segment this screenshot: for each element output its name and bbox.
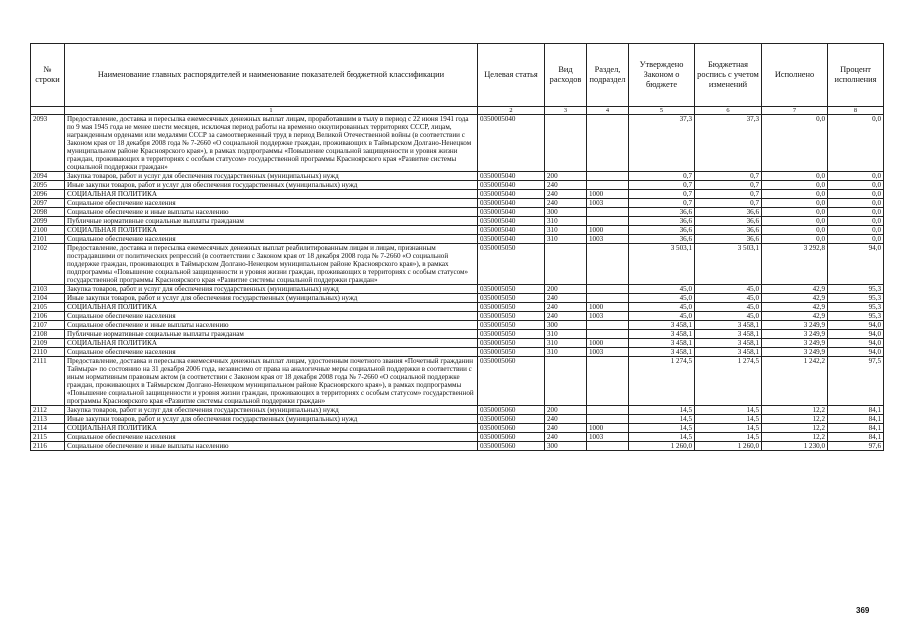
row-section: 1000 (587, 424, 629, 433)
row-target: 0350005060 (478, 433, 545, 442)
row-number: 2106 (31, 312, 65, 321)
row-budget-list: 3 458,1 (695, 339, 762, 348)
row-name: Публичные нормативные социальные выплаты гражданам (65, 330, 478, 339)
row-budget-list: 1 274,5 (695, 357, 762, 406)
row-percent: 95,3 (828, 294, 884, 303)
row-section (587, 217, 629, 226)
row-number: 2111 (31, 357, 65, 406)
row-budget-list: 0,7 (695, 199, 762, 208)
table-row (31, 312, 884, 321)
row-target: 0350005040 (478, 115, 545, 172)
row-vid: 240 (545, 424, 587, 433)
row-approved: 3 458,1 (629, 321, 695, 330)
row-section: 1000 (587, 303, 629, 312)
row-section (587, 406, 629, 415)
row-approved: 45,0 (629, 312, 695, 321)
row-approved: 0,7 (629, 190, 695, 199)
row-vid: 200 (545, 172, 587, 181)
row-section (587, 181, 629, 190)
row-number: 2113 (31, 415, 65, 424)
row-executed: 0,0 (762, 190, 828, 199)
row-budget-list: 0,7 (695, 190, 762, 199)
row-section (587, 442, 629, 451)
row-approved: 1 260,0 (629, 442, 695, 451)
table-row (31, 442, 884, 451)
row-percent: 95,3 (828, 312, 884, 321)
row-executed: 1 242,2 (762, 357, 828, 406)
row-section: 1003 (587, 235, 629, 244)
row-executed: 42,9 (762, 294, 828, 303)
row-approved: 3 458,1 (629, 348, 695, 357)
table-row (31, 235, 884, 244)
row-number: 2101 (31, 235, 65, 244)
row-executed: 12,2 (762, 424, 828, 433)
row-number: 2109 (31, 339, 65, 348)
row-name: СОЦИАЛЬНАЯ ПОЛИТИКА (65, 190, 478, 199)
table-row (31, 190, 884, 199)
row-budget-list: 45,0 (695, 303, 762, 312)
row-section (587, 172, 629, 181)
row-section (587, 294, 629, 303)
row-budget-list: 0,7 (695, 181, 762, 190)
row-vid: 240 (545, 303, 587, 312)
row-target: 0350005050 (478, 244, 545, 285)
row-approved: 36,6 (629, 217, 695, 226)
row-number: 2107 (31, 321, 65, 330)
row-number: 2114 (31, 424, 65, 433)
row-executed: 0,0 (762, 181, 828, 190)
row-budget-list: 45,0 (695, 294, 762, 303)
row-percent: 97,5 (828, 357, 884, 406)
row-target: 0350005050 (478, 321, 545, 330)
row-approved: 36,6 (629, 235, 695, 244)
header-budget-list: Бюджетная роспись с учетом изменений (695, 44, 762, 107)
row-number: 2116 (31, 442, 65, 451)
table-row (31, 294, 884, 303)
row-target: 0350005040 (478, 172, 545, 181)
row-executed: 0,0 (762, 208, 828, 217)
row-target: 0350005060 (478, 424, 545, 433)
row-executed: 0,0 (762, 115, 828, 172)
row-approved: 14,5 (629, 415, 695, 424)
row-executed: 3 249,9 (762, 348, 828, 357)
column-number: 2 (478, 107, 545, 115)
column-number: 1 (65, 107, 478, 115)
row-vid: 240 (545, 199, 587, 208)
row-number: 2099 (31, 217, 65, 226)
row-section (587, 244, 629, 285)
row-name: СОЦИАЛЬНАЯ ПОЛИТИКА (65, 339, 478, 348)
table-row (31, 199, 884, 208)
row-executed: 12,2 (762, 415, 828, 424)
row-vid (545, 244, 587, 285)
row-budget-list: 3 458,1 (695, 321, 762, 330)
row-budget-list: 36,6 (695, 235, 762, 244)
row-name: Социальное обеспечение и иные выплаты населению (65, 208, 478, 217)
row-number: 2110 (31, 348, 65, 357)
row-vid: 240 (545, 312, 587, 321)
table-header (31, 44, 884, 107)
row-percent: 0,0 (828, 217, 884, 226)
row-target: 0350005060 (478, 442, 545, 451)
row-approved: 14,5 (629, 433, 695, 442)
row-approved: 14,5 (629, 406, 695, 415)
row-approved: 0,7 (629, 172, 695, 181)
row-target: 0350005040 (478, 181, 545, 190)
table-row (31, 348, 884, 357)
row-section (587, 115, 629, 172)
row-budget-list: 14,5 (695, 433, 762, 442)
row-budget-list: 45,0 (695, 285, 762, 294)
row-approved: 0,7 (629, 181, 695, 190)
row-number: 2102 (31, 244, 65, 285)
row-executed: 3 249,9 (762, 330, 828, 339)
header-approved: Утверждено Законом о бюджете (629, 44, 695, 107)
row-percent: 94,0 (828, 348, 884, 357)
table-row (31, 244, 884, 285)
row-target: 0350005040 (478, 208, 545, 217)
row-number: 2095 (31, 181, 65, 190)
row-executed: 3 249,9 (762, 321, 828, 330)
row-budget-list: 37,3 (695, 115, 762, 172)
column-number: 7 (762, 107, 828, 115)
row-target: 0350005040 (478, 235, 545, 244)
row-name: СОЦИАЛЬНАЯ ПОЛИТИКА (65, 226, 478, 235)
column-number: 5 (629, 107, 695, 115)
row-vid: 310 (545, 330, 587, 339)
row-approved: 3 458,1 (629, 330, 695, 339)
row-vid: 310 (545, 235, 587, 244)
row-name: Предоставление, доставка и пересылка ежемесячных денежных выплат реабилитированным лицам и лицам, признанным пострадавшими от политических репрессий (в соответствии с Законом края от 18 декабря 2008 года № 7-2660 «О социальной поддержке граждан, проживающих в Таймырском Долгано-Ненецком муниципальном районе Красноярского края»), в рамках подпрограммы «Повышение социальной защищенности и уровня жизни граждан, проживающих в территориях с особым статусом» государственной программы Красноярского края «Развитие системы социальной поддержки граждан» (65, 244, 478, 285)
table-row (31, 330, 884, 339)
row-vid: 300 (545, 208, 587, 217)
row-number: 2094 (31, 172, 65, 181)
row-percent: 84,1 (828, 433, 884, 442)
row-vid: 300 (545, 321, 587, 330)
row-name: Закупка товаров, работ и услуг для обеспечения государственных (муниципальных) нужд (65, 406, 478, 415)
row-budget-list: 3 458,1 (695, 348, 762, 357)
table-row (31, 433, 884, 442)
table-row (31, 285, 884, 294)
row-percent: 95,3 (828, 285, 884, 294)
row-budget-list: 1 260,0 (695, 442, 762, 451)
row-section (587, 208, 629, 217)
header-executed: Исполнено (762, 44, 828, 107)
header-name: Наименование главных распорядителей и наименование показателей бюджетной классификации (65, 44, 478, 107)
row-number: 2104 (31, 294, 65, 303)
row-approved: 36,6 (629, 226, 695, 235)
table-row (31, 208, 884, 217)
row-vid: 240 (545, 433, 587, 442)
row-number: 2098 (31, 208, 65, 217)
row-section: 1000 (587, 339, 629, 348)
row-percent: 84,1 (828, 424, 884, 433)
header-target: Целевая статья (478, 44, 545, 107)
row-executed: 42,9 (762, 303, 828, 312)
row-percent: 0,0 (828, 172, 884, 181)
row-number: 2093 (31, 115, 65, 172)
row-percent: 0,0 (828, 190, 884, 199)
row-budget-list: 36,6 (695, 217, 762, 226)
row-name: Социальное обеспечение населения (65, 312, 478, 321)
row-budget-list: 14,5 (695, 415, 762, 424)
row-name: СОЦИАЛЬНАЯ ПОЛИТИКА (65, 303, 478, 312)
row-percent: 0,0 (828, 181, 884, 190)
row-name: Предоставление, доставка и пересылка ежемесячных денежных выплат лицам, проработавшим в тылу в период с 22 июня 1941 года по 9 мая 1945 года не менее шести месяцев, исключая период работы на временно оккупированных территориях СССР, лицам, награжденным орденами или медалями СССР за самоотверженный труд в период Великой Отечественной войны (в соответствии с Законом края от 18 декабря 2008 года № 7-2660 «О социальной поддержке граждан, проживающих в Таймырском Долгано-Ненецком муниципальном районе Красноярского края»), в рамках подпрограммы «Повышение социальной защищенности и уровня жизни граждан, проживающих в территориях с особым статусом» государственной программы Красноярского края «Развитие системы социальной поддержки граждан» (65, 115, 478, 172)
row-number: 2105 (31, 303, 65, 312)
row-vid: 200 (545, 406, 587, 415)
column-number: 6 (695, 107, 762, 115)
column-numbers-row (31, 107, 884, 115)
row-target: 0350005040 (478, 190, 545, 199)
row-budget-list: 14,5 (695, 406, 762, 415)
row-vid: 310 (545, 348, 587, 357)
row-vid: 310 (545, 217, 587, 226)
row-percent: 84,1 (828, 415, 884, 424)
row-approved: 45,0 (629, 303, 695, 312)
column-number: 3 (545, 107, 587, 115)
row-budget-list: 14,5 (695, 424, 762, 433)
row-approved: 3 458,1 (629, 339, 695, 348)
row-percent: 0,0 (828, 226, 884, 235)
table-row (31, 303, 884, 312)
column-number (31, 107, 65, 115)
row-percent: 97,6 (828, 442, 884, 451)
row-vid: 240 (545, 294, 587, 303)
row-percent: 95,3 (828, 303, 884, 312)
row-target: 0350005050 (478, 330, 545, 339)
row-approved: 3 503,1 (629, 244, 695, 285)
row-number: 2100 (31, 226, 65, 235)
row-name: Социальное обеспечение населения (65, 433, 478, 442)
row-vid (545, 115, 587, 172)
row-executed: 0,0 (762, 235, 828, 244)
header-vid: Вид расходов (545, 44, 587, 107)
row-target: 0350005060 (478, 406, 545, 415)
table-row (31, 115, 884, 172)
row-target: 0350005050 (478, 339, 545, 348)
row-percent: 94,0 (828, 321, 884, 330)
row-name: Иные закупки товаров, работ и услуг для обеспечения государственных (муниципальных) нужд (65, 415, 478, 424)
table-body (31, 115, 884, 451)
column-number: 8 (828, 107, 884, 115)
row-number: 2103 (31, 285, 65, 294)
row-budget-list: 45,0 (695, 312, 762, 321)
row-name: Иные закупки товаров, работ и услуг для обеспечения государственных (муниципальных) нужд (65, 294, 478, 303)
row-approved: 45,0 (629, 294, 695, 303)
row-name: Предоставление, доставка и пересылка ежемесячных денежных выплат лицам, удостоенным почетного звания «Почетный гражданин Таймыра» по состоянию на 31 декабря 2006 года, независимо от права на аналогичные меры социальной поддержки в соответствии с иным нормативным правовым актом (в соответствии с Законом края от 18 декабря 2008 года № 7-2660 «О социальной поддержке граждан, проживающих в Таймырском Долгано-Ненецком муниципальном районе Красноярского края»), в рамках подпрограммы «Повышение социальной защищенности и уровня жизни граждан, проживающих в территориях с особым статусом» государственной программы Красноярского края «Развитие системы социальной поддержки граждан» (65, 357, 478, 406)
row-name: Закупка товаров, работ и услуг для обеспечения государственных (муниципальных) нужд (65, 172, 478, 181)
table-row (31, 415, 884, 424)
row-executed: 42,9 (762, 285, 828, 294)
row-vid: 310 (545, 339, 587, 348)
row-approved: 14,5 (629, 424, 695, 433)
row-target: 0350005060 (478, 415, 545, 424)
row-executed: 12,2 (762, 433, 828, 442)
row-number: 2112 (31, 406, 65, 415)
row-vid (545, 357, 587, 406)
row-section (587, 357, 629, 406)
row-section: 1003 (587, 433, 629, 442)
row-section: 1003 (587, 348, 629, 357)
table-row (31, 406, 884, 415)
table-row (31, 321, 884, 330)
row-percent: 0,0 (828, 235, 884, 244)
row-executed: 3 249,9 (762, 339, 828, 348)
row-target: 0350005040 (478, 226, 545, 235)
row-name: Социальное обеспечение и иные выплаты населению (65, 442, 478, 451)
table-row (31, 226, 884, 235)
budget-table (30, 43, 884, 451)
row-percent: 0,0 (828, 115, 884, 172)
row-budget-list: 3 458,1 (695, 330, 762, 339)
row-target: 0350005050 (478, 303, 545, 312)
row-target: 0350005040 (478, 199, 545, 208)
table-row (31, 357, 884, 406)
row-section: 1003 (587, 199, 629, 208)
row-budget-list: 0,7 (695, 172, 762, 181)
table-row (31, 172, 884, 181)
row-percent: 94,0 (828, 244, 884, 285)
row-approved: 37,3 (629, 115, 695, 172)
row-percent: 0,0 (828, 208, 884, 217)
row-target: 0350005050 (478, 348, 545, 357)
table-row (31, 424, 884, 433)
row-executed: 0,0 (762, 172, 828, 181)
row-name: Иные закупки товаров, работ и услуг для обеспечения государственных (муниципальных) нужд (65, 181, 478, 190)
row-budget-list: 3 503,1 (695, 244, 762, 285)
row-approved: 0,7 (629, 199, 695, 208)
row-section (587, 415, 629, 424)
row-percent: 84,1 (828, 406, 884, 415)
row-target: 0350005050 (478, 312, 545, 321)
row-target: 0350005050 (478, 294, 545, 303)
row-budget-list: 36,6 (695, 226, 762, 235)
header-percent: Процент исполнения (828, 44, 884, 107)
row-vid: 240 (545, 181, 587, 190)
row-vid: 200 (545, 285, 587, 294)
row-name: Социальное обеспечение населения (65, 235, 478, 244)
row-executed: 3 292,8 (762, 244, 828, 285)
row-percent: 94,0 (828, 339, 884, 348)
row-number: 2115 (31, 433, 65, 442)
column-number: 4 (587, 107, 629, 115)
row-percent: 94,0 (828, 330, 884, 339)
table-row (31, 217, 884, 226)
row-executed: 1 230,0 (762, 442, 828, 451)
row-name: СОЦИАЛЬНАЯ ПОЛИТИКА (65, 424, 478, 433)
row-percent: 0,0 (828, 199, 884, 208)
row-section (587, 285, 629, 294)
row-executed: 42,9 (762, 312, 828, 321)
row-executed: 0,0 (762, 217, 828, 226)
row-target: 0350005060 (478, 357, 545, 406)
row-name: Социальное обеспечение населения (65, 199, 478, 208)
table-row (31, 181, 884, 190)
row-budget-list: 36,6 (695, 208, 762, 217)
row-approved: 1 274,5 (629, 357, 695, 406)
row-executed: 0,0 (762, 199, 828, 208)
row-executed: 12,2 (762, 406, 828, 415)
table-row (31, 339, 884, 348)
row-section: 1000 (587, 190, 629, 199)
row-vid: 310 (545, 226, 587, 235)
row-number: 2096 (31, 190, 65, 199)
row-target: 0350005050 (478, 285, 545, 294)
row-name: Социальное обеспечение населения (65, 348, 478, 357)
row-name: Публичные нормативные социальные выплаты гражданам (65, 217, 478, 226)
row-section (587, 321, 629, 330)
row-section (587, 330, 629, 339)
row-number: 2108 (31, 330, 65, 339)
row-vid: 240 (545, 190, 587, 199)
header-section: Раздел, подраздел (587, 44, 629, 107)
row-name: Социальное обеспечение и иные выплаты населению (65, 321, 478, 330)
row-name: Закупка товаров, работ и услуг для обеспечения государственных (муниципальных) нужд (65, 285, 478, 294)
row-section: 1003 (587, 312, 629, 321)
header-row-no: № строки (31, 44, 65, 107)
row-approved: 45,0 (629, 285, 695, 294)
page-number: 369 (856, 606, 870, 615)
row-target: 0350005040 (478, 217, 545, 226)
row-vid: 300 (545, 442, 587, 451)
row-executed: 0,0 (762, 226, 828, 235)
row-vid: 240 (545, 415, 587, 424)
row-approved: 36,6 (629, 208, 695, 217)
row-number: 2097 (31, 199, 65, 208)
row-section: 1000 (587, 226, 629, 235)
